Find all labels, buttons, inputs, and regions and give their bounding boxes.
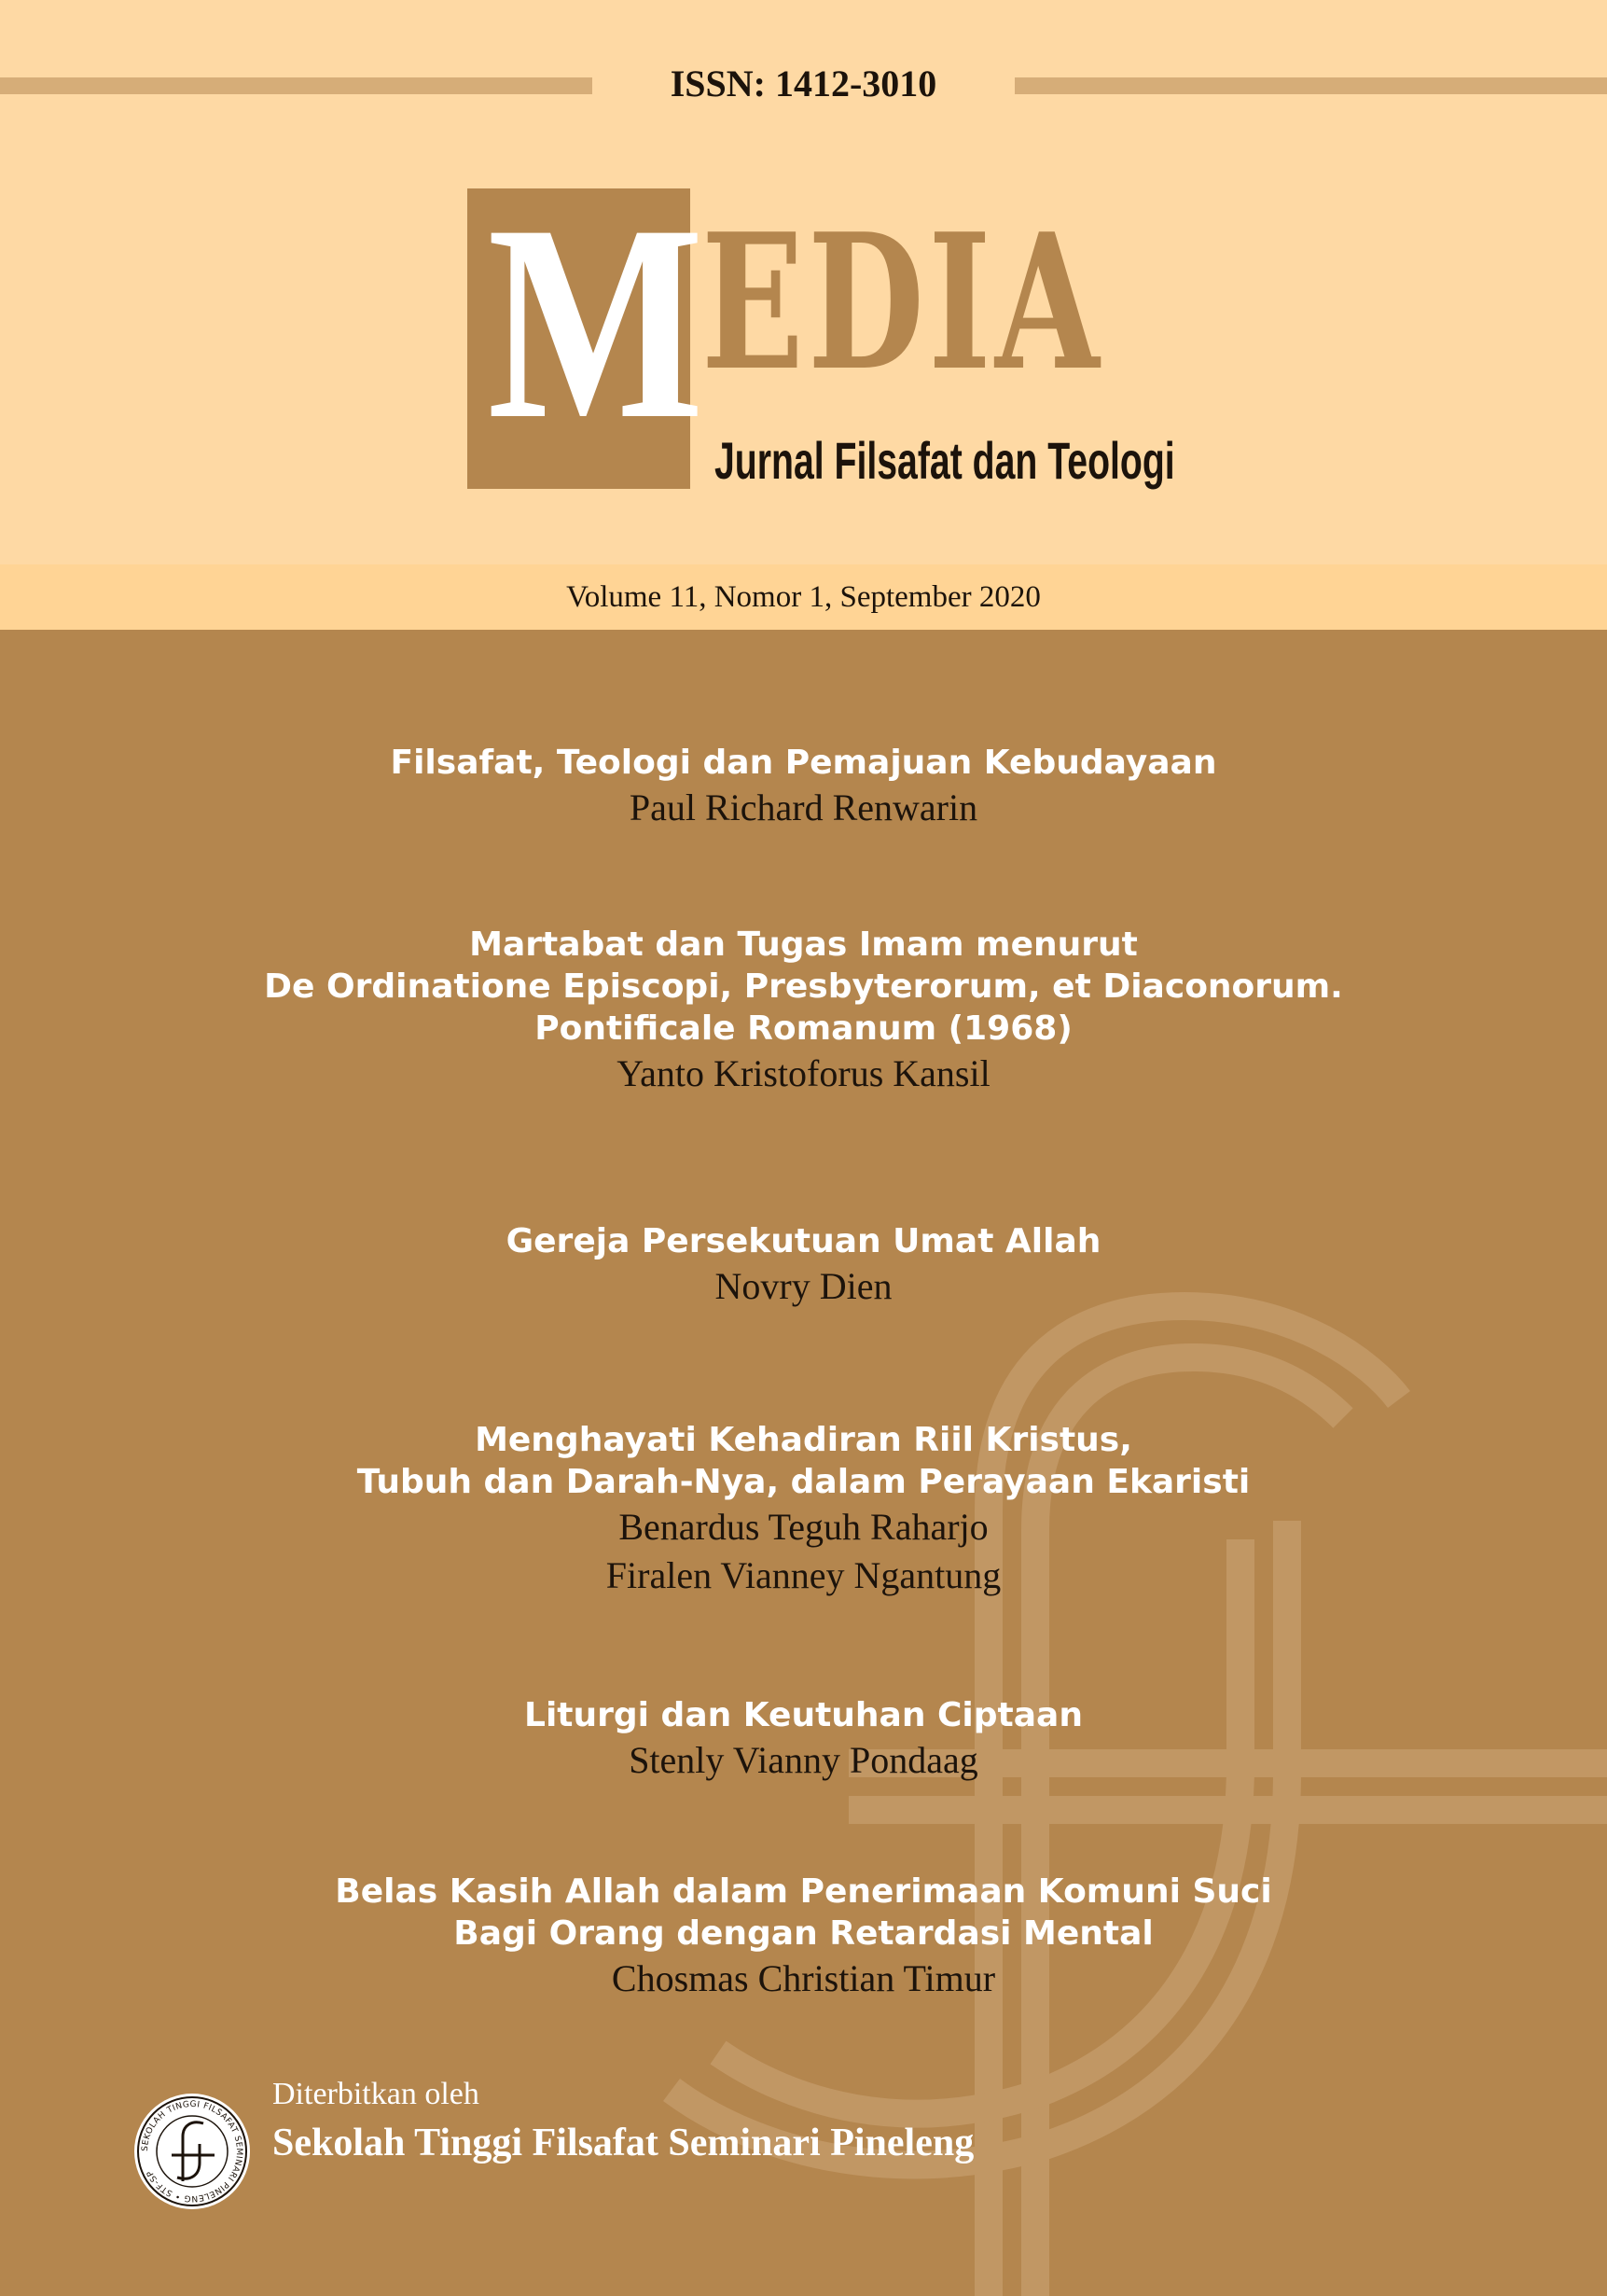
article-author: Firalen Vianney Ngantung bbox=[605, 1554, 1002, 1596]
published-by-label: Diterbitkan oleh bbox=[272, 2077, 479, 2111]
article-title: De Ordinatione Episcopi, Presbyterorum, et Diaconorum. bbox=[264, 967, 1343, 1006]
article-title: Martabat dan Tugas Imam menurut bbox=[469, 925, 1138, 964]
masthead-title: EDIA bbox=[701, 193, 1103, 412]
article-author: Paul Richard Renwarin bbox=[629, 786, 978, 828]
article-title: Gereja Persekutuan Umat Allah bbox=[506, 1222, 1101, 1260]
article-title: Pontificale Romanum (1968) bbox=[534, 1009, 1073, 1048]
journal-subtitle: Jurnal Filsafat dan Teologi bbox=[714, 431, 1175, 490]
seal-text: SEKOLAH TINGGI FILSAFAT SEMINARI PINELENG • STF-SP bbox=[140, 2099, 244, 2204]
article-author: Stenly Vianny Pondaag bbox=[629, 1739, 978, 1781]
issn-label: ISSN: 1412-3010 bbox=[670, 63, 937, 104]
article-title: Filsafat, Teologi dan Pemajuan Kebudayaan bbox=[390, 744, 1217, 782]
masthead-initial: M bbox=[487, 167, 704, 477]
publisher-name: Sekolah Tinggi Filsafat Seminari Pineleng bbox=[272, 2122, 975, 2164]
article-author: Chosmas Christian Timur bbox=[611, 1957, 996, 1999]
article-title: Liturgi dan Keutuhan Ciptaan bbox=[524, 1696, 1083, 1734]
article-title: Belas Kasih Allah dalam Penerimaan Komuni Suci bbox=[335, 1872, 1272, 1911]
article-author: Benardus Teguh Raharjo bbox=[618, 1506, 989, 1548]
article-author: Novry Dien bbox=[714, 1265, 893, 1307]
article-title: Menghayati Kehadiran Riil Kristus, bbox=[475, 1421, 1132, 1459]
article-title: Tubuh dan Darah-Nya, dalam Perayaan Ekaristi bbox=[356, 1463, 1251, 1501]
article-title: Bagi Orang dengan Retardasi Mental bbox=[453, 1914, 1154, 1953]
volume-issue-label: Volume 11, Nomor 1, September 2020 bbox=[566, 580, 1041, 614]
publisher-block bbox=[272, 2073, 974, 2170]
article-author: Yanto Kristoforus Kansil bbox=[616, 1052, 991, 1094]
